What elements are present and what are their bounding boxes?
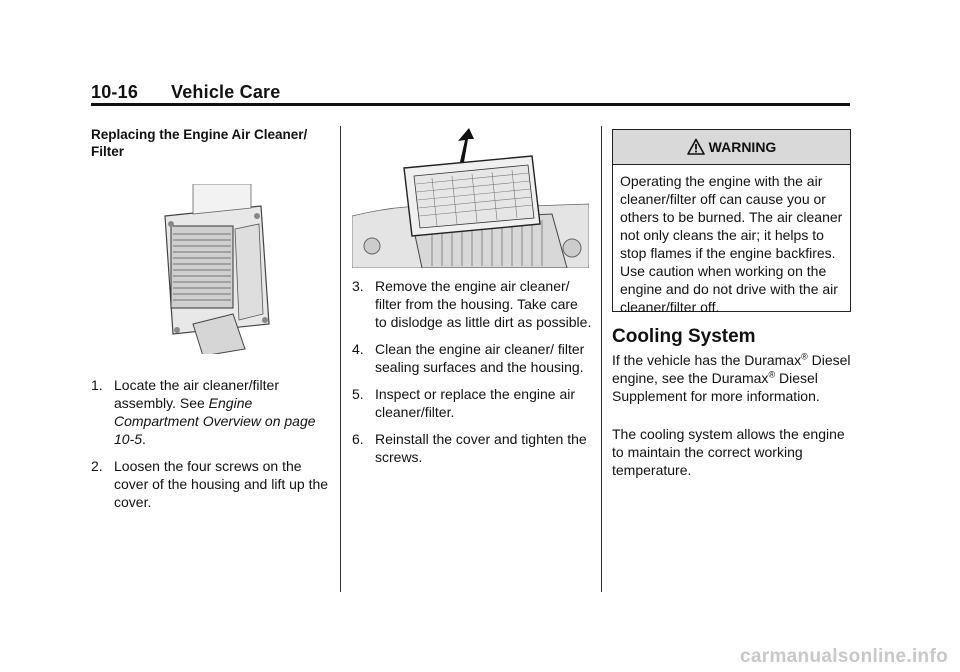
steps-list <box>91 376 331 520</box>
step-4: 4. Clean the engine air cleaner/ filter sealing surfaces and the housing. <box>352 341 585 375</box>
section-title: Vehicle Care <box>171 82 281 102</box>
page-number: 10-16 <box>91 82 139 102</box>
watermark: carmanualsonline.info <box>740 646 948 667</box>
header-rule <box>91 103 850 106</box>
duramax-paragraph: If the vehicle has the Duramax® Diesel engine, see the Duramax® Diesel Supplement for more information. <box>612 351 851 404</box>
air-cleaner-housing-illustration <box>153 184 278 354</box>
step-5: 5. Inspect or replace the engine air cleaner/filter. <box>352 386 576 420</box>
page-header <box>91 82 280 103</box>
step-6: 6. Reinstall the cover and tighten the screws. <box>352 431 587 465</box>
warning-text: Operating the engine with the air cleaner/filter off can cause you or others to be burned. The air cleaner not only cleans the air; it helps to stop flames if the engine backfires. Use caution when working on the engine and do not drive with the air cleaner/filter off. <box>620 173 843 315</box>
warning-header <box>613 130 850 165</box>
section-heading: Cooling System <box>612 326 756 347</box>
steps-list <box>352 277 592 475</box>
registered-mark: ® <box>768 369 776 380</box>
registered-mark: ® <box>801 351 808 362</box>
warning-box <box>612 129 851 315</box>
step-1: 1. Locate the air cleaner/filter assembly. See Engine Compartment Overview on page 10-5. <box>91 377 316 447</box>
column-divider <box>601 126 602 592</box>
warning-title: WARNING <box>708 139 777 155</box>
filter-removal-illustration <box>352 126 589 268</box>
column-divider <box>340 126 341 592</box>
cross-reference-link[interactable]: Engine Compartment Overview on page 10-5 <box>114 395 316 447</box>
warning-triangle-icon <box>687 138 705 156</box>
column-1 <box>91 126 331 510</box>
step-3: 3. Remove the engine air cleaner/ filter from the housing. Take care to dislodge as little dirt as possible. <box>352 278 592 330</box>
subheading: Replacing the Engine Air Cleaner/ Filter <box>91 127 308 159</box>
step-2: 2. Loosen the four screws on the cover of the housing and lift up the cover. <box>91 458 329 510</box>
cooling-paragraph: The cooling system allows the engine to maintain the correct working temperature. <box>612 426 845 478</box>
